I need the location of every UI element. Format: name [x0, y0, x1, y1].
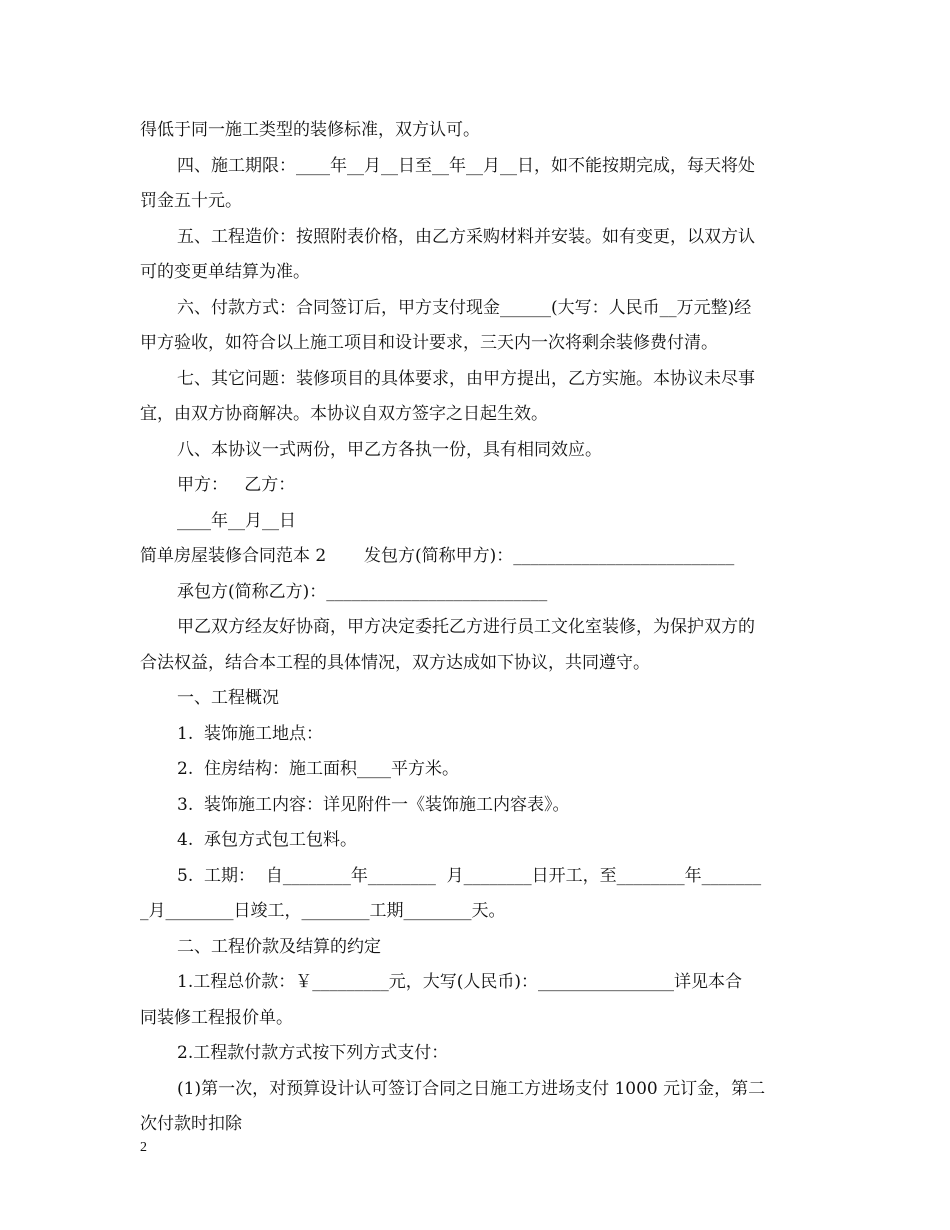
section-heading: 二、工程价款及结算的约定 [177, 937, 381, 957]
list-item: 3. 装饰施工内容：详见附件一《装饰施工内容表》。 [177, 795, 570, 815]
section-heading: 简单房屋装修合同范本 2 发包方(简称甲方)：__________________________ [140, 546, 735, 566]
paragraph-line: _月________日竣工，________工期________天。 [140, 901, 506, 921]
paragraph-line: 可的变更单结算为准。 [140, 262, 310, 282]
paragraph-line: 宜，由双方协商解决。本协议自双方签字之日起生效。 [140, 404, 548, 424]
signature-parties: 甲方： 乙方： [177, 475, 296, 495]
paragraph-line: 四、施工期限：____年__月__日至__年__月__日，如不能按期完成，每天将处 [177, 156, 755, 176]
paragraph-line: 甲方验收，如符合以上施工项目和设计要求，三天内一次将剩余装修费付清。 [140, 333, 718, 353]
paragraph-line: 甲乙双方经友好协商，甲方决定委托乙方进行员工文化室装修，为保护双方的 [177, 617, 755, 637]
paragraph-line: 次付款时扣除 [140, 1114, 242, 1134]
paragraph-line: 五、工程造价：按照附表价格，由乙方采购材料并安装。如有变更，以双方认 [177, 227, 755, 247]
paragraph-line: (1)第一次，对预算设计认可签订合同之日施工方进场支付 1000 元订金，第二 [177, 1079, 766, 1099]
paragraph-line: 同装修工程报价单。 [140, 1008, 293, 1028]
paragraph-line: 八、本协议一式两份，甲乙方各执一份，具有相同效应。 [177, 440, 602, 460]
page-number: 2 [140, 1140, 147, 1155]
paragraph-line: 七、其它问题：装修项目的具体要求，由甲方提出，乙方实施。本协议未尽事 [177, 369, 755, 389]
paragraph-line: 罚金五十元。 [140, 191, 242, 211]
section-heading: 一、工程概况 [177, 688, 279, 708]
list-item: 4. 承包方式包工包料。 [177, 830, 358, 850]
paragraph-line: 1.工程总价款：￥_________元，大写(人民币)：________________详见本合 [177, 972, 742, 992]
list-item: 1. 装饰施工地点： [177, 724, 324, 744]
list-item: 5. 工期： 自________年________ 月________日开工，至________年_______ [177, 866, 762, 886]
paragraph-line: 承包方(简称乙方)：__________________________ [177, 582, 548, 602]
paragraph-line: 得低于同一施工类型的装修标准，双方认可。 [140, 120, 480, 140]
signature-date: ____年__月__日 [177, 511, 296, 531]
paragraph-line: 合法权益，结合本工程的具体情况，双方达成如下协议，共同遵守。 [140, 653, 650, 673]
list-item: 2. 住房结构：施工面积____平方米。 [177, 759, 460, 779]
paragraph-line: 2.工程款付款方式按下列方式支付： [177, 1043, 449, 1063]
paragraph-line: 六、付款方式：合同签订后，甲方支付现金______(大写：人民币__万元整)经 [177, 298, 752, 318]
